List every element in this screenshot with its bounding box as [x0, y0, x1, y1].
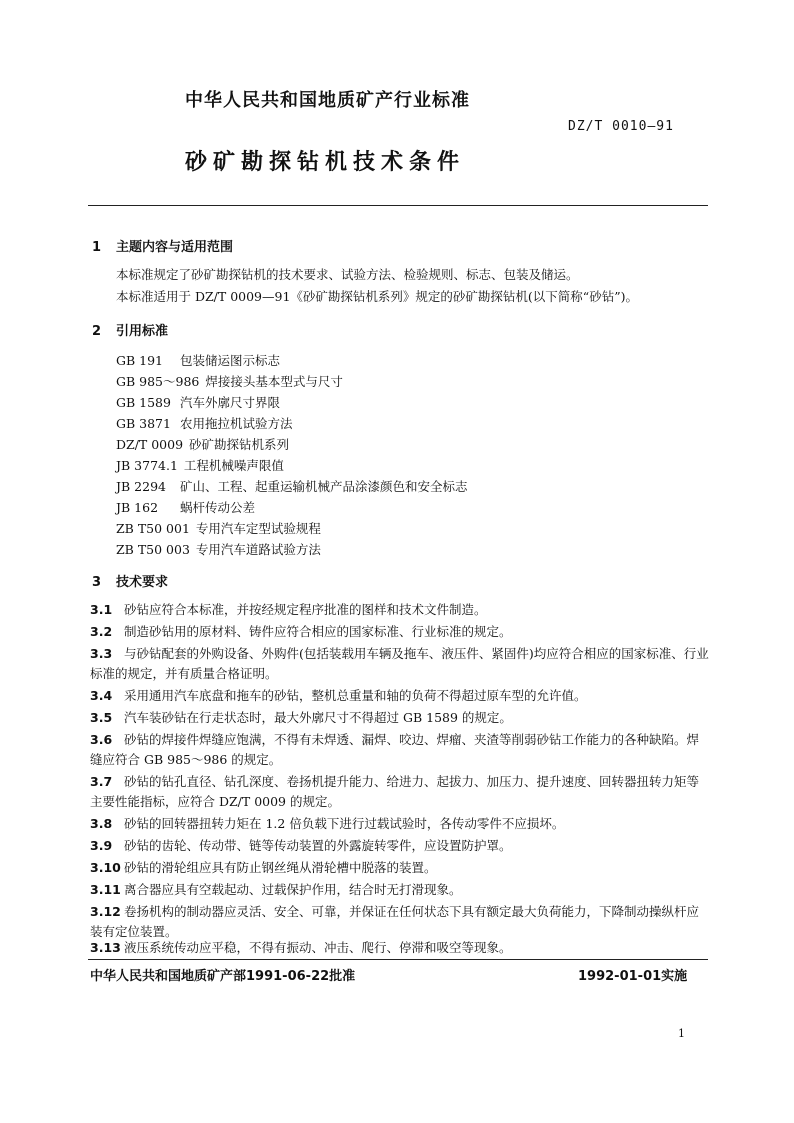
approval-line: 中华人民共和国地质矿产部1991-06-22批准	[90, 969, 356, 984]
reference-code: JB 3774.1	[116, 458, 178, 473]
section-1-heading	[92, 236, 233, 255]
section-title: 主题内容与适用范围	[116, 240, 234, 255]
reference-item	[116, 456, 284, 474]
section-2-heading	[92, 320, 168, 339]
reference-name: 工程机械噪声限值	[183, 458, 284, 473]
reference-code: GB 3871	[116, 416, 171, 431]
clause-3-4: 3.4 采用通用汽车底盘和拖车的砂钻，整机总重量和轴的负荷不得超过原车型的允许值。	[90, 688, 587, 703]
reference-name: 蜗杆传动公差	[180, 500, 256, 515]
clause-3-12: 3.12 卷扬机构的制动器应灵活、安全、可靠，并保证在任何状态下具有额定最大负荷能力，下降制动操纵杆应装有定位装置。	[90, 904, 700, 939]
reference-name: 包装储运图示标志	[180, 353, 281, 368]
section-number: 3	[92, 575, 102, 590]
clause-3-9: 3.9 砂钻的齿轮、传动带、链等传动装置的外露旋转零件，应设置防护罩。	[90, 838, 512, 853]
reference-name: 焊接接头基本型式与尺寸	[205, 374, 343, 389]
reference-name: 矿山、工程、起重运输机械产品涂漆颜色和安全标志	[180, 479, 468, 494]
reference-code: JB 2294	[116, 479, 166, 494]
clause-3-11: 3.11 离合器应具有空载起动、过载保护作用，结合时无打滑现象。	[90, 882, 462, 897]
reference-item	[116, 351, 280, 369]
section-title: 技术要求	[116, 575, 169, 590]
header-rule	[88, 205, 708, 206]
section-title: 引用标准	[116, 324, 169, 339]
reference-code: GB 985～986	[116, 374, 200, 389]
reference-item	[116, 477, 468, 495]
reference-code: ZB T50 003	[116, 542, 190, 557]
reference-code: JB 162	[116, 500, 159, 515]
reference-item	[116, 519, 321, 537]
reference-item	[116, 435, 289, 453]
reference-name: 专用汽车定型试验规程	[195, 521, 321, 536]
clause-3-5: 3.5 汽车装砂钻在行走状态时，最大外廓尺寸不得超过 GB 1589 的规定。	[90, 710, 512, 725]
section-number: 2	[92, 324, 102, 339]
reference-name: 专用汽车道路试验方法	[195, 542, 321, 557]
section-1-paragraph-2: 本标准适用于 DZ/T 0009—91《砂矿勘探钻机系列》规定的砂矿勘探钻机(以下简称“砂钻”)。	[116, 289, 638, 304]
reference-name: 汽车外廓尺寸界限	[180, 395, 281, 410]
reference-name: 农用拖拉机试验方法	[180, 416, 293, 431]
document-title: 砂矿勘探钻机技术条件	[185, 150, 466, 175]
footer-rule	[88, 959, 708, 960]
section-3-heading	[92, 571, 168, 590]
section-1-paragraph-1: 本标准规定了砂矿勘探钻机的技术要求、试验方法、检验规则、标志、包装及储运。	[116, 267, 579, 282]
section-number: 1	[92, 240, 102, 255]
clause-3-13: 3.13 液压系统传动应平稳，不得有振动、冲击、爬行、停滞和吸空等现象。	[90, 940, 512, 955]
page-number: 1	[678, 1027, 685, 1040]
reference-item	[116, 372, 343, 390]
clause-3-6: 3.6 砂钻的焊接件焊缝应饱满，不得有未焊透、漏焊、咬边、焊瘤、夹渣等削弱砂钻工作能力的各种缺陷。焊缝应符合 GB 985～986 的规定。	[90, 732, 700, 767]
clause-3-10: 3.10 砂钻的滑轮组应具有防止钢丝绳从滑轮槽中脱落的装置。	[90, 860, 437, 875]
reference-code: DZ/T 0009	[116, 437, 184, 452]
reference-item	[116, 414, 293, 432]
standard-category-title: 中华人民共和国地质矿产行业标准	[185, 90, 470, 111]
clause-3-1: 3.1 砂钻应符合本标准，并按经规定程序批准的图样和技术文件制造。	[90, 602, 487, 617]
reference-item	[116, 540, 321, 558]
clause-3-2: 3.2 制造砂钻用的原材料、铸件应符合相应的国家标准、行业标准的规定。	[90, 624, 512, 639]
reference-code: ZB T50 001	[116, 521, 190, 536]
reference-item	[116, 498, 255, 516]
reference-code: GB 1589	[116, 395, 171, 410]
standard-code: DZ/T 0010—91	[568, 119, 674, 134]
clause-3-8: 3.8 砂钻的回转器扭转力矩在 1.2 倍负载下进行过载试验时，各传动零件不应损坏。	[90, 816, 565, 831]
reference-item	[116, 393, 280, 411]
reference-name: 砂矿勘探钻机系列	[189, 437, 290, 452]
reference-code: GB 191	[116, 353, 164, 368]
effective-date: 1992-01-01实施	[578, 969, 688, 984]
clause-3-7: 3.7 砂钻的钻孔直径、钻孔深度、卷扬机提升能力、给进力、起拔力、加压力、提升速度、回转器扭转力矩等主要性能指标，应符合 DZ/T 0009 的规定。	[90, 774, 700, 809]
clause-3-3: 3.3 与砂钻配套的外购设备、外购件(包括装载用车辆及拖车、液压件、紧固件)均应符合相应的国家标准、行业标准的规定，并有质量合格证明。	[90, 646, 709, 681]
